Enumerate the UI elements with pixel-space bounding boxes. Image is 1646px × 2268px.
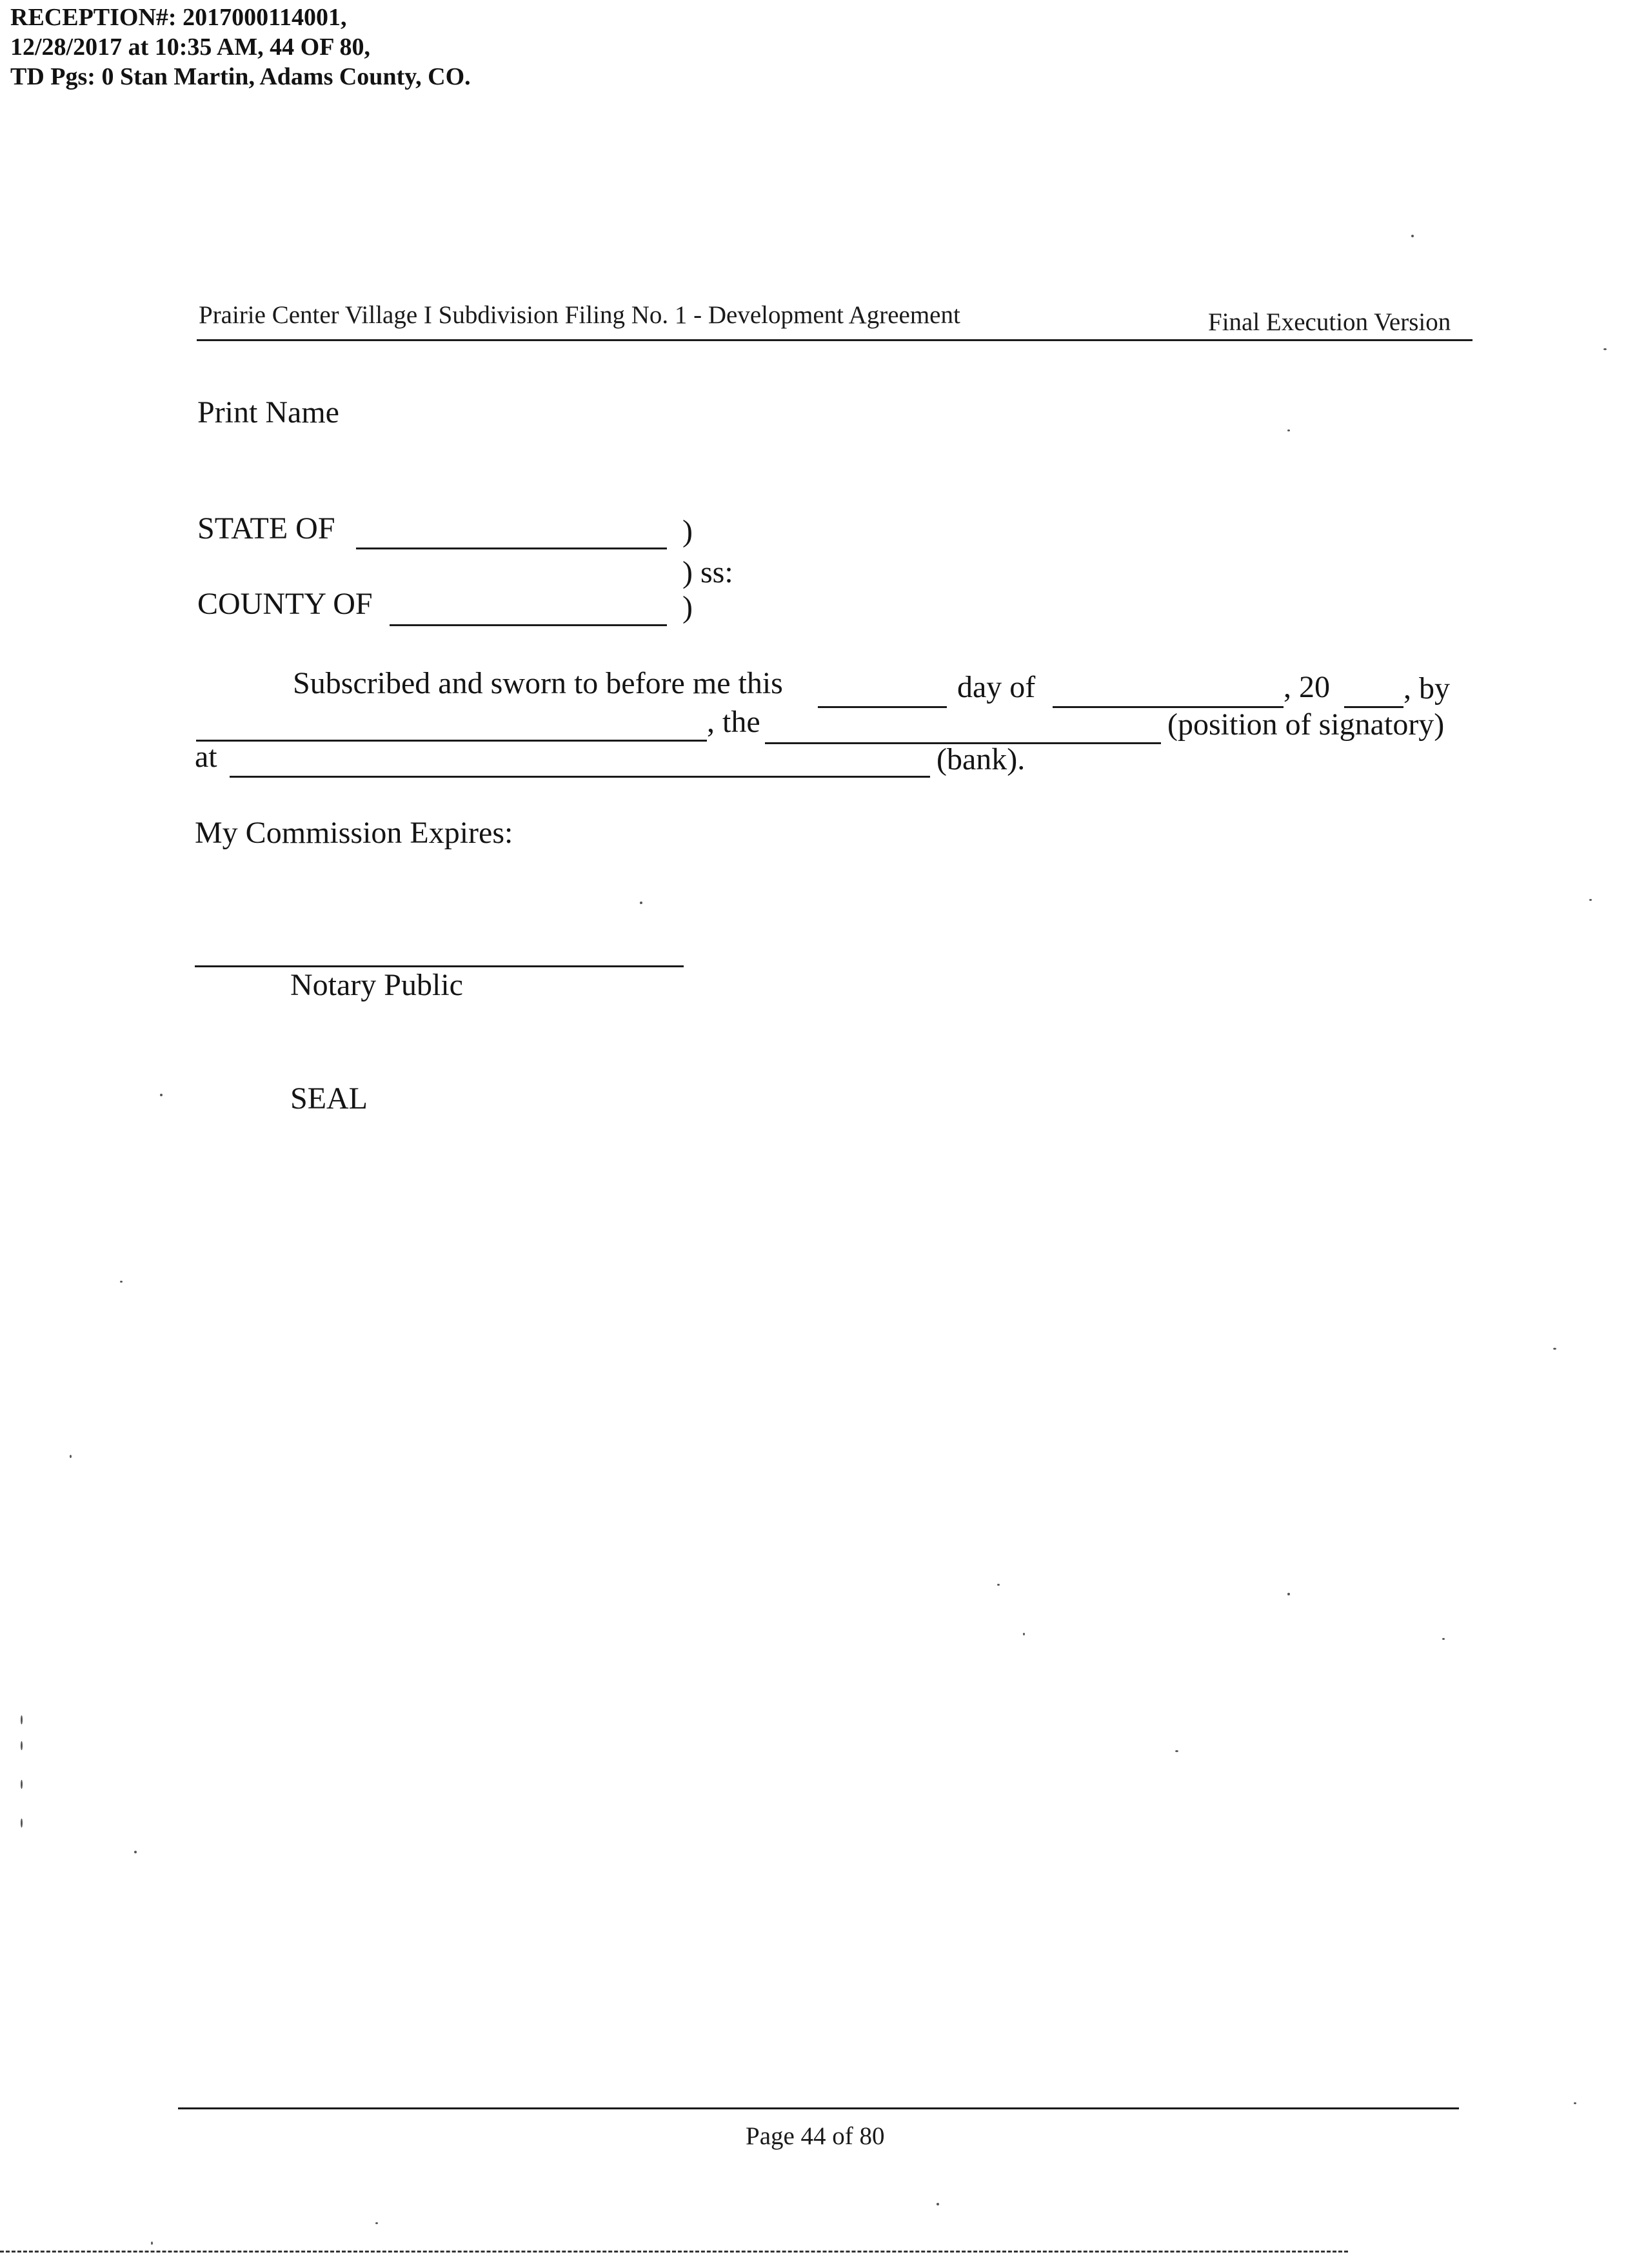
header-rule xyxy=(197,339,1472,341)
scan-speck xyxy=(1411,235,1414,237)
scan-speck xyxy=(21,1741,23,1750)
scan-speck xyxy=(937,2203,939,2205)
page-number: Page 44 of 80 xyxy=(746,2122,885,2150)
scan-speck xyxy=(120,1281,123,1283)
scan-speck xyxy=(1287,429,1290,431)
state-of-blank[interactable] xyxy=(356,547,667,549)
footer-rule xyxy=(178,2107,1459,2109)
jurat-position-text: (position of signatory) xyxy=(1167,707,1445,742)
print-name-label: Print Name xyxy=(197,395,339,429)
scan-speck xyxy=(1442,1638,1445,1640)
seal-label: SEAL xyxy=(290,1081,368,1116)
jurat-subscribed-text: Subscribed and sworn to before me this xyxy=(293,666,783,700)
scan-speck xyxy=(1589,899,1592,901)
jurat-year-prefix: , 20 xyxy=(1284,670,1330,704)
document-version: Final Execution Version xyxy=(1208,308,1451,336)
commission-expires-label: My Commission Expires: xyxy=(195,816,513,850)
jurat-at-text: at xyxy=(195,740,217,774)
scan-speck xyxy=(375,2222,378,2224)
scan-speck xyxy=(21,1780,23,1789)
jurat-the-text: , the xyxy=(707,705,760,739)
scan-speck xyxy=(1574,2102,1576,2104)
county-paren: ) xyxy=(682,590,693,624)
scan-speck xyxy=(134,1851,137,1853)
scan-speck xyxy=(1603,348,1607,350)
jurat-day-of-text: day of xyxy=(957,670,1036,704)
notary-public-label: Notary Public xyxy=(290,968,463,1002)
scan-speck xyxy=(21,1715,23,1724)
scan-speck xyxy=(1553,1348,1556,1350)
scan-speck xyxy=(1287,1593,1290,1595)
scan-speck xyxy=(21,1819,23,1828)
county-of-label: COUNTY OF xyxy=(197,587,373,621)
recording-stamp-line-1: RECEPTION#: 2017000114001, xyxy=(10,4,347,31)
jurat-bank-text: (bank). xyxy=(937,742,1026,776)
scan-speck xyxy=(1023,1633,1025,1635)
scan-speck xyxy=(160,1094,163,1096)
document-title: Prairie Center Village I Subdivision Filing No. 1 - Development Agreement xyxy=(199,301,960,329)
day-blank[interactable] xyxy=(818,706,947,708)
scan-speck xyxy=(151,2242,153,2245)
bank-blank[interactable] xyxy=(230,776,930,778)
county-of-blank[interactable] xyxy=(390,624,667,626)
ss-marker: ) ss: xyxy=(682,555,733,589)
state-paren: ) xyxy=(682,514,693,548)
recording-stamp-line-3: TD Pgs: 0 Stan Martin, Adams County, CO. xyxy=(10,63,471,90)
scan-speck xyxy=(70,1455,72,1458)
signatory-name-blank[interactable] xyxy=(196,740,707,742)
scan-edge-dashes xyxy=(0,2251,1348,2253)
scan-speck xyxy=(997,1584,1000,1586)
recording-stamp-line-2: 12/28/2017 at 10:35 AM, 44 OF 80, xyxy=(10,34,370,61)
scan-speck xyxy=(640,902,642,904)
jurat-by-text: , by xyxy=(1403,671,1450,705)
state-of-label: STATE OF xyxy=(197,511,335,546)
scan-speck xyxy=(1175,1750,1178,1752)
